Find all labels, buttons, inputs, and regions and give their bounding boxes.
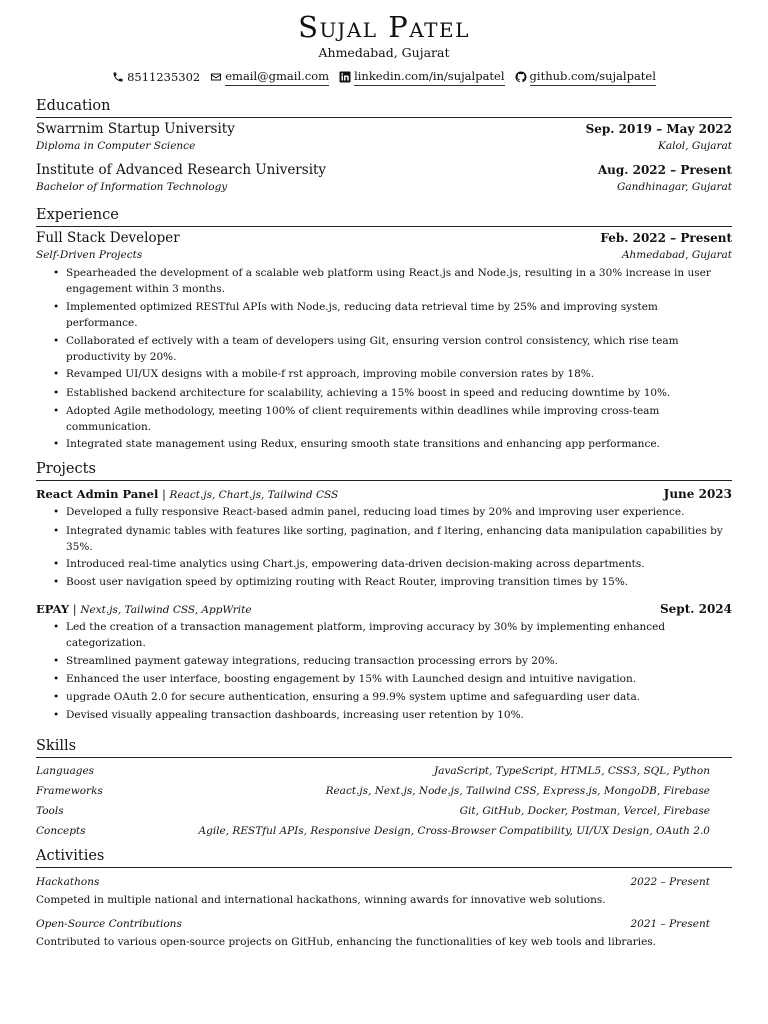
experience-detail [36, 248, 732, 262]
github-contact[interactable] [515, 68, 656, 86]
skill-row [36, 784, 710, 798]
degree: Diploma in Computer Science [36, 140, 196, 152]
experience-heading: Experience [36, 206, 732, 227]
experience-location: Ahmedabad, Gujarat [621, 249, 732, 261]
activities-heading: Activities [36, 847, 732, 868]
linkedin-icon [339, 71, 351, 83]
experience-bullet: • Established backend architecture for scalability, achieving a 15% boost in speed and reducing downtime by 10%. [52, 386, 732, 402]
project-header [36, 487, 732, 503]
linkedin-contact[interactable] [339, 68, 504, 86]
projects-heading: Projects [36, 460, 732, 481]
education-item [36, 162, 732, 179]
experience-dates: Feb. 2022 – Present [600, 231, 732, 245]
project-bullet: • Introduced real-time analytics using Chart.js, empowering data-driven decision-making across departments. [52, 557, 732, 573]
education-detail [36, 139, 732, 153]
email-link[interactable]: email@gmail.com [225, 68, 329, 86]
education-heading: Education [36, 97, 732, 118]
experience-item [36, 230, 732, 247]
skill-category: Languages [36, 765, 95, 777]
education-dates: Sep. 2019 – May 2022 [585, 122, 732, 136]
github-link[interactable]: github.com/sujalpatel [530, 68, 656, 86]
project-bullet: • Led the creation of a transaction management platform, improving accuracy by 30% by implementing enhanced categorization. [52, 620, 732, 651]
project-tech: React.js, Chart.js, Tailwind CSS [169, 489, 339, 501]
project-bullet: • Enhanced the user interface, boosting engagement by 15% with Launched design and intuitive navigation. [52, 672, 732, 688]
contact-bar [0, 68, 768, 86]
phone-icon [112, 71, 124, 83]
degree: Bachelor of Information Technology [36, 181, 228, 193]
candidate-location: Ahmedabad, Gujarat [318, 45, 450, 60]
skill-category: Tools [36, 805, 64, 817]
experience-bullet: • Revamped UI/UX designs with a mobile-f rst approach, improving mobile conversion rates by 18%. [52, 367, 732, 383]
experience-bullet: • Collaborated ef ectively with a team of developers using Git, ensuring version control consistency, which rise team productivity by 20%. [52, 334, 732, 365]
activity-description: Competed in multiple national and international hackathons, winning awards for innovative web solutions. [36, 894, 606, 906]
envelope-icon [210, 71, 222, 83]
activity-header [36, 875, 710, 889]
activity-header [36, 917, 710, 931]
github-icon [515, 71, 527, 83]
candidate-name: Sujal Patel [298, 10, 470, 44]
phone-number: 8511235302 [127, 70, 201, 84]
skill-list: JavaScript, TypeScript, HTML5, CSS3, SQL, Python [433, 765, 710, 777]
education-location: Gandhinagar, Gujarat [617, 181, 732, 193]
education-detail [36, 180, 732, 194]
email-contact[interactable] [210, 68, 329, 86]
project-bullet: • Streamlined payment gateway integrations, reducing transaction processing errors by 20%. [52, 654, 732, 670]
phone-contact [112, 68, 200, 86]
job-title: Full Stack Developer [36, 230, 180, 246]
project-bullet: • upgrade OAuth 2.0 for secure authentication, ensuring a 99.9% system uptime and safeguarding user data. [52, 690, 732, 706]
skill-list: React.js, Next.js, Node.js, Tailwind CSS, Express.js, MongoDB, Firebase [325, 785, 710, 797]
linkedin-link[interactable]: linkedin.com/in/sujalpatel [354, 68, 504, 86]
experience-bullet: • Implemented optimized RESTful APIs with Node.js, reducing data retrieval time by 25% and improving system performance. [52, 300, 732, 331]
project-date: June 2023 [663, 487, 732, 501]
skills-heading: Skills [36, 737, 732, 758]
education-location: Kalol, Gujarat [658, 140, 732, 152]
project-tech: Next.js, Tailwind CSS, AppWrite [80, 604, 252, 616]
project-bullet: • Devised visually appealing transaction dashboards, increasing user retention by 10%. [52, 708, 732, 724]
skill-list: Agile, RESTful APIs, Responsive Design, Cross-Browser Compatibility, UI/UX Design, OAuth 2.0 [198, 825, 710, 837]
project-name: EPAY [36, 602, 70, 616]
experience-bullet: • Adopted Agile methodology, meeting 100% of client requirements within deadlines while improving cross-team communication. [52, 404, 732, 435]
education-dates: Aug. 2022 – Present [597, 163, 732, 177]
project-name: React Admin Panel [36, 487, 159, 501]
activity-name: Open-Source Contributions [36, 918, 182, 930]
activity-name: Hackathons [36, 876, 100, 888]
activity-description: Contributed to various open-source projects on GitHub, enhancing the functionalities of key web tools and libraries. [36, 936, 657, 948]
organization: Self-Driven Projects [36, 249, 143, 261]
project-header [36, 602, 732, 618]
skill-row [36, 764, 710, 778]
skill-row [36, 804, 710, 818]
school-name: Swarrnim Startup University [36, 121, 235, 137]
project-bullet: • Integrated dynamic tables with features like sorting, pagination, and f ltering, enhancing data manipulation capabilities by 35%. [52, 524, 732, 555]
project-bullet: • Developed a fully responsive React-based admin panel, reducing load times by 20% and improving user experience. [52, 505, 732, 521]
project-bullet: • Boost user navigation speed by optimizing routing with React Router, improving transition times by 15%. [52, 575, 732, 591]
activity-dates: 2021 – Present [630, 918, 710, 930]
experience-bullet: • Integrated state management using Redux, ensuring smooth state transitions and enhancing app performance. [52, 437, 732, 453]
activity-dates: 2022 – Present [630, 876, 710, 888]
skill-category: Concepts [36, 825, 86, 837]
project-title: EPAY | Next.js, Tailwind CSS, AppWrite [36, 602, 252, 616]
school-name: Institute of Advanced Research University [36, 162, 327, 178]
education-item [36, 121, 732, 138]
skill-row [36, 824, 710, 838]
project-date: Sept. 2024 [660, 602, 732, 616]
experience-bullet: • Spearheaded the development of a scalable web platform using React.js and Node.js, resulting in a 30% increase in user engagement within 3 months. [52, 266, 732, 297]
project-title: React Admin Panel | React.js, Chart.js, Tailwind CSS [36, 487, 339, 501]
skill-list: Git, GitHub, Docker, Postman, Vercel, Firebase [459, 805, 710, 817]
skill-category: Frameworks [36, 785, 103, 797]
